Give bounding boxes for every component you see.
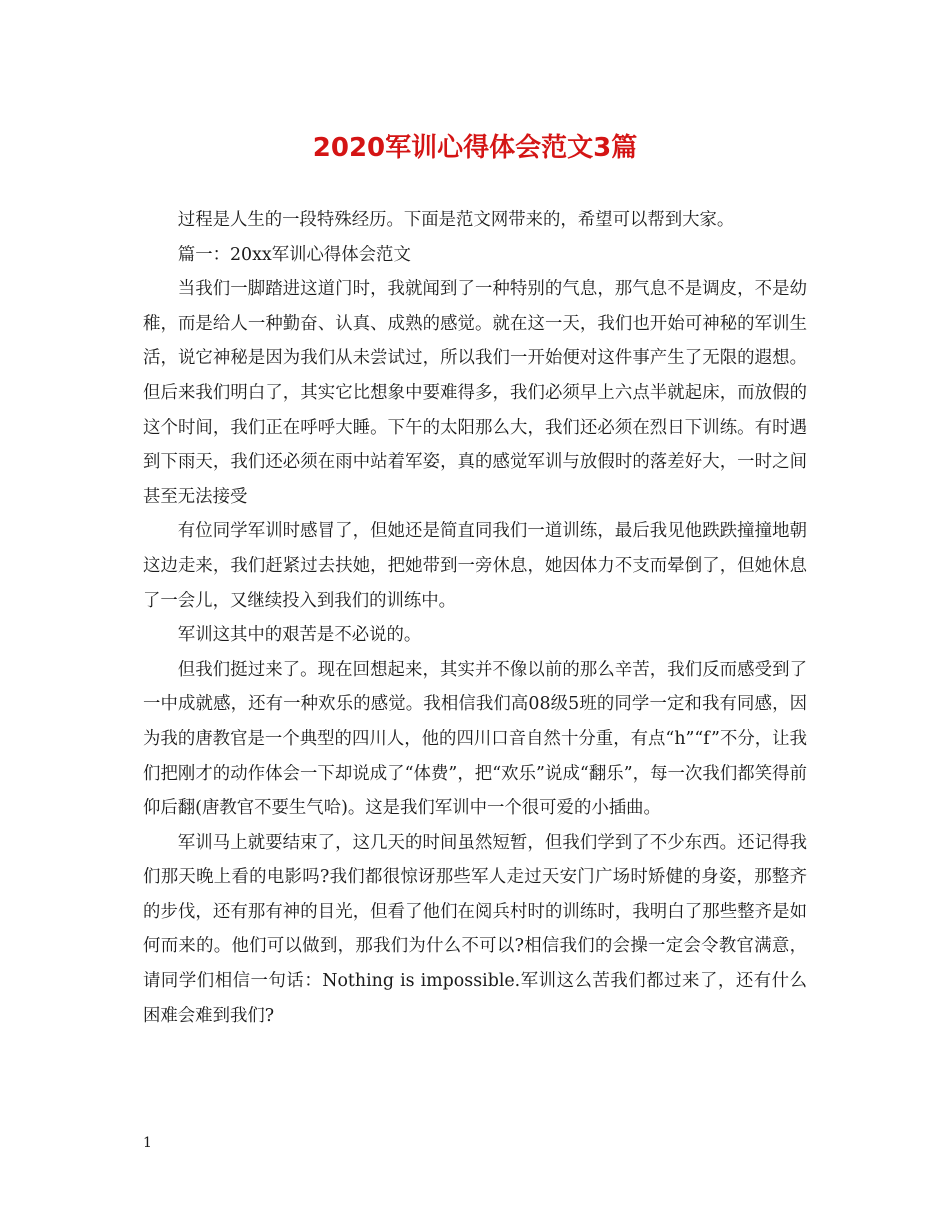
page-number: 1 (143, 1135, 152, 1151)
paragraph-intro: 过程是人生的一段特殊经历。下面是范文网带来的，希望可以帮到大家。 (177, 210, 735, 230)
paragraph: 军训马上就要结束了，这几天的时间虽然短暂，但我们学到了不少东西。还记得我们那天晚上看的电影吗?我们都很惊讶那些军人走过天安门广场时矫健的身姿，那整齐的步伐，还有那有神的目光，但看了他们在阅兵村时的训练时，我明白了那些整齐是如何而来的。他们可以做到，那我们为什么不可以?相信我们的会操一定会令教官满意，请同学们相信一句话：Nothing is impossible.军训这么苦我们都过来了，还有什么困难会难到我们? (143, 832, 807, 1026)
paragraph: 军训这其中的艰苦是不必说的。 (177, 625, 422, 646)
section-heading: 篇一：20xx军训心得体会范文 (177, 244, 411, 265)
document-body (143, 203, 807, 1033)
paragraph: 当我们一脚踏进这道门时，我就闻到了一种特别的气息，那气息不是调皮，不是幼稚，而是给人一种勤奋、认真、成熟的感觉。就在这一天，我们也开始可神秘的军训生活，说它神秘是因为我们从未尝试过，所以我们一开始便对这件事产生了无限的遐想。但后来我们明白了，其实它比想象中要难得多，我们必须早上六点半就起床，而放假的这个时间，我们正在呼呼大睡。下午的太阳那么大，我们还必须在烈日下训练。有时遇到下雨天，我们还必须在雨中站着军姿，真的感觉军训与放假时的落差好大，一时之间甚至无法接受 (143, 279, 807, 507)
document-title: 2020军训心得体会范文3篇 (312, 133, 638, 163)
paragraph: 但我们挺过来了。现在回想起来，其实并不像以前的那么辛苦，我们反而感受到了一中成就感，还有一种欢乐的感觉。我相信我们高08级5班的同学一定和我有同感，因为我的唐教官是一个典型的四川人，他的四川口音自然十分重，有点“h”“f”不分，让我们把刚才的动作体会一下却说成了“体费”，把“欢乐”说成“翻乐”，每一次我们都笑得前仰后翻(唐教官不要生气哈)。这是我们军训中一个很可爱的小插曲。 (143, 659, 807, 819)
paragraph: 有位同学军训时感冒了，但她还是简直同我们一道训练，最后我见他跌跌撞撞地朝这边走来，我们赶紧过去扶她，把她带到一旁休息，她因体力不支而晕倒了，但她休息了一会儿，又继续投入到我们的训练中。 (143, 521, 807, 611)
